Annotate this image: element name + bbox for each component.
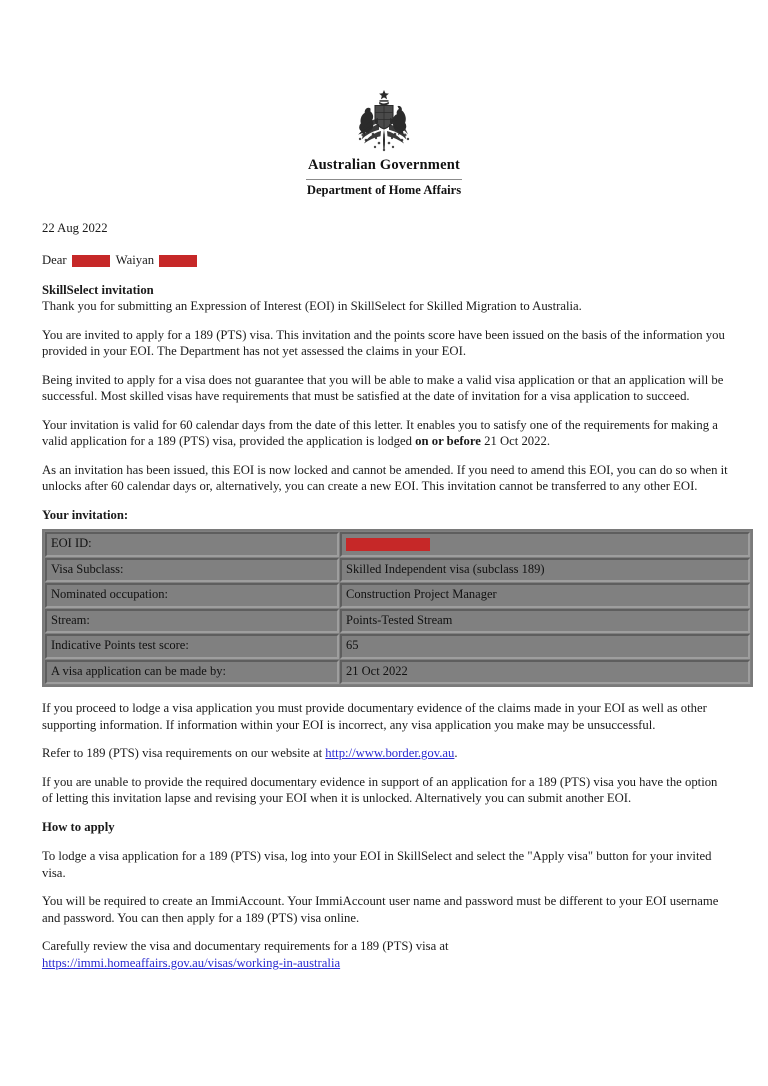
row-label-nominated-occupation: Nominated occupation: [45, 583, 339, 608]
immi-homeaffairs-link[interactable]: https://immi.homeaffairs.gov.au/visas/working-in-australia [42, 955, 341, 970]
row-value-stream: Points-Tested Stream [340, 609, 750, 634]
redacted-surname [159, 255, 197, 267]
validity-paragraph [42, 417, 728, 450]
row-value-visa-subclass: Skilled Independent visa (subclass 189) [340, 558, 750, 583]
letter-date: 22 Aug 2022 [42, 220, 108, 235]
guarantee-paragraph: Being invited to apply for a visa does not guarantee that you will be able to make a valid visa application or that an application will be successful. Most skilled visas have requirements that must be satisfied at the date of invitation for a visa application to succeed. [42, 372, 724, 404]
letterhead-divider [306, 179, 462, 180]
row-value-points-score: 65 [340, 634, 750, 659]
row-label-application-deadline: A visa application can be made by: [45, 660, 339, 685]
locked-eoi-paragraph: As an invitation has been issued, this EOI is now locked and cannot be amended. If you need to amend this EOI, you can do so when it unlocks after 60 calendar days or, alternatively, you can create a new EOI. This invitation cannot be transferred to any other EOI. [42, 462, 728, 494]
row-label-visa-subclass: Visa Subclass: [45, 558, 339, 583]
row-value-eoi-id [340, 532, 750, 557]
row-label-stream: Stream: [45, 609, 339, 634]
department-name: Department of Home Affairs [306, 182, 462, 197]
table-row [45, 558, 750, 583]
table-row [45, 532, 750, 557]
row-value-nominated-occupation: Construction Project Manager [340, 583, 750, 608]
australian-coat-of-arms-icon [345, 88, 423, 152]
letter-body [0, 220, 768, 972]
unable-to-provide-paragraph: If you are unable to provide the required documentary evidence in support of an application for a 189 (PTS) visa you have the option of letting this invitation lapse and revising your EOI when it is unlocked. Alternatively you can submit another EOI. [42, 774, 718, 806]
refer-text-after: . [454, 746, 458, 761]
validity-text-after: 21 Oct 2022. [480, 434, 551, 449]
how-to-apply-heading: How to apply [42, 819, 115, 834]
your-invitation-heading: Your invitation: [42, 507, 129, 522]
letterhead [0, 0, 768, 198]
border-gov-au-link[interactable]: http://www.border.gov.au [325, 746, 455, 761]
invitation-table-body [45, 532, 750, 684]
skillselect-invitation-heading: SkillSelect invitation [42, 282, 154, 297]
invited-paragraph: You are invited to apply for a 189 (PTS) visa. This invitation and the points score have been issued on the basis of the information you provided in your EOI. The Department has not yet assessed the claims in your EOI. [42, 327, 725, 359]
government-name: Australian Government [307, 157, 460, 173]
thank-you-paragraph: Thank you for submitting an Expression of Interest (EOI) in SkillSelect for Skilled Migration to Australia. [42, 299, 582, 314]
refer-text-before: Refer to 189 (PTS) visa requirements on our website at [42, 746, 326, 761]
table-row [45, 634, 750, 659]
validity-deadline-emphasis: on or before [415, 434, 481, 449]
salutation [42, 252, 728, 269]
row-label-points-score: Indicative Points test score: [45, 634, 339, 659]
review-requirements-paragraph [42, 938, 728, 971]
recipient-name: Waiyan [115, 253, 155, 268]
row-label-eoi-id: EOI ID: [45, 532, 339, 557]
evidence-paragraph: If you proceed to lodge a visa application you must provide documentary evidence of the claims made in your EOI as well as other supporting information. If information within your EOI is incorrect, any visa application you make may be unsuccessful. [42, 701, 707, 732]
table-row [45, 609, 750, 634]
table-row [45, 660, 750, 685]
immiaccount-paragraph: You will be required to create an ImmiAccount. Your ImmiAccount user name and password must be different to your EOI username and password. You can then apply for a 189 (PTS) visa online. [42, 894, 719, 925]
row-value-application-deadline: 21 Oct 2022 [340, 660, 750, 685]
refer-paragraph [42, 745, 728, 762]
salutation-prefix: Dear [42, 253, 67, 268]
validity-text-before: Your invitation is valid for 60 calendar days from the date of this letter. It enables you to satisfy one of the requirements for making a valid application for a 189 (PTS) visa, provided the application is lodged [42, 417, 718, 449]
redacted-eoi-id [346, 538, 430, 551]
redacted-given-name [72, 255, 110, 267]
lodge-application-paragraph: To lodge a visa application for a 189 (PTS) visa, log into your EOI in SkillSelect and select the "Apply visa" button for your invited visa. [42, 849, 712, 880]
table-row [45, 583, 750, 608]
review-text-before: Carefully review the visa and documentary requirements for a 189 (PTS) visa at [42, 939, 449, 954]
invitation-details-table [42, 529, 753, 687]
